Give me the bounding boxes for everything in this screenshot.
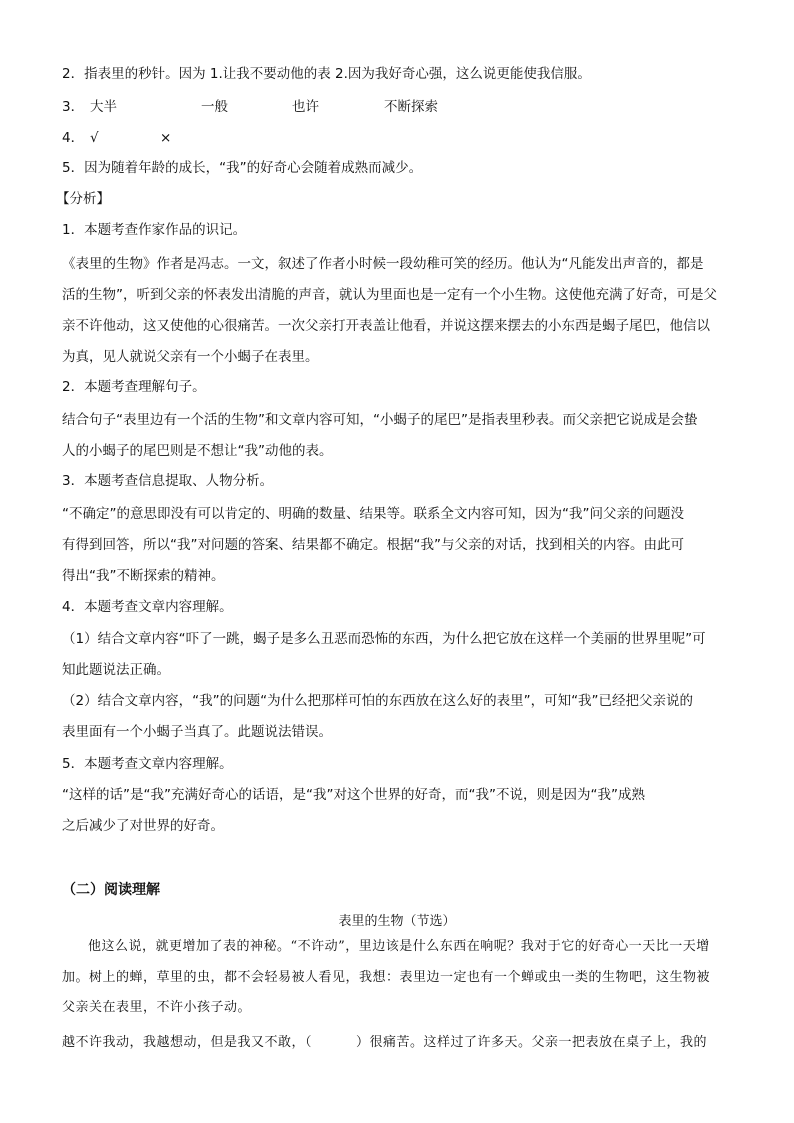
analysis-header: 【分析】	[56, 191, 110, 207]
analysis-q4-line: （2）结合文章内容，“我”的问题“为什么把那样可怕的东西放在这么好的表里”，可知“我”已经把父亲说的	[62, 693, 694, 709]
answer-3-choice-2: 一般	[201, 99, 228, 115]
analysis-q3-line: “不确定”的意思即没有可以肯定的、明确的数量、结果等。联系全文内容可知，因为“我”问父亲的问题没	[62, 506, 684, 522]
analysis-q1-title: 1．本题考查作家作品的识记。	[62, 222, 247, 238]
answer-4-number: 4．	[62, 130, 85, 146]
analysis-q1-line: 为真，见人就说父亲有一个小蝎子在表里。	[62, 349, 319, 365]
passage-text-before-blank: 越不许我动，我越想动，但是我又不敢，（	[62, 1035, 313, 1050]
analysis-q5-title: 5．本题考查文章内容理解。	[62, 756, 233, 772]
answer-3-choice-4: 不断探索	[384, 99, 438, 115]
analysis-q2-title: 2．本题考查理解句子。	[62, 379, 206, 395]
answer-3-choice-1: 大半	[90, 99, 117, 115]
passage-line	[62, 1033, 707, 1053]
analysis-q5-line: “这样的话”是“我”充满好奇心的话语，是“我”对这个世界的好奇，而“我”不说，则是因为“我”成熟	[62, 787, 645, 803]
answer-3	[62, 97, 438, 117]
analysis-q1-line: 活的生物”，听到父亲的怀表发出清脆的声音，就认为里面也是一定有一个小生物。这使他充满了好奇，可是父	[62, 287, 717, 303]
passage-line: 加。树上的蝉，草里的虫，都不会轻易被人看见，我想：表里边一定也有一个蝉或虫一类的生物吧，这生物被	[62, 970, 711, 985]
analysis-q3-title: 3．本题考查信息提取、人物分析。	[62, 473, 274, 489]
passage-line: 他这么说，就更增加了表的神秘。“不许动”，里边该是什么东西在响呢？我对于它的好奇心一天比一天增	[88, 939, 710, 954]
answer-3-number: 3．	[62, 99, 85, 115]
analysis-q3-line: 有得到回答，所以“我”对问题的答案、结果都不确定。根据“我”与父亲的对话，找到相关的内容。由此可	[62, 537, 684, 553]
analysis-q2-line: 结合句子“表里边有一个活的生物”和文章内容可知，“小蝎子的尾巴”是指表里秒表。而父亲把它说成是会蛰	[62, 412, 698, 428]
analysis-q3-line: 得出“我”不断探索的精神。	[62, 568, 225, 584]
section-heading: （二）阅读理解	[62, 882, 160, 898]
answer-4-mark-2: ×	[160, 130, 172, 146]
passage-title: 表里的生物（节选）	[338, 914, 456, 929]
analysis-q1-line: 亲不许他动，这又使他的心很痛苦。一次父亲打开表盖让他看，并说这摆来摆去的小东西是蝎子尾巴，他信以	[62, 318, 710, 334]
answer-4	[62, 128, 171, 148]
answer-4-mark-1: √	[90, 130, 99, 146]
analysis-q4-line: 知此题说法正确。	[62, 662, 170, 678]
analysis-q4-title: 4．本题考查文章内容理解。	[62, 599, 233, 615]
analysis-q1-line: 《表里的生物》作者是冯志。一文，叙述了作者小时候一段幼稚可笑的经历。他认为“凡能发出声音的，都是	[62, 256, 704, 272]
passage-text-after-blank: ）很痛苦。这样过了许多天。父亲一把表放在桌子上，我的	[356, 1035, 708, 1050]
answer-5: 5．因为随着年龄的成长，“我”的好奇心会随着成熟而减少。	[62, 160, 423, 176]
answer-3-choice-3: 也许	[292, 99, 319, 115]
passage-line: 父亲关在表里，不许小孩子动。	[62, 1000, 252, 1015]
analysis-q4-line: （1）结合文章内容“吓了一跳，蝎子是多么丑恶而恐怖的东西，为什么把它放在这样一个美丽的世界里呢”可	[62, 631, 706, 647]
analysis-q5-line: 之后减少了对世界的好奇。	[62, 818, 224, 834]
answer-2: 2．指表里的秒针。因为 1.让我不要动他的表 2.因为我好奇心强，这么说更能使我信服。	[62, 66, 591, 82]
analysis-q4-line: 表里面有一个小蝎子当真了。此题说法错误。	[62, 724, 332, 740]
analysis-q2-line: 人的小蝎子的尾巴则是不想让“我”动他的表。	[62, 443, 333, 459]
